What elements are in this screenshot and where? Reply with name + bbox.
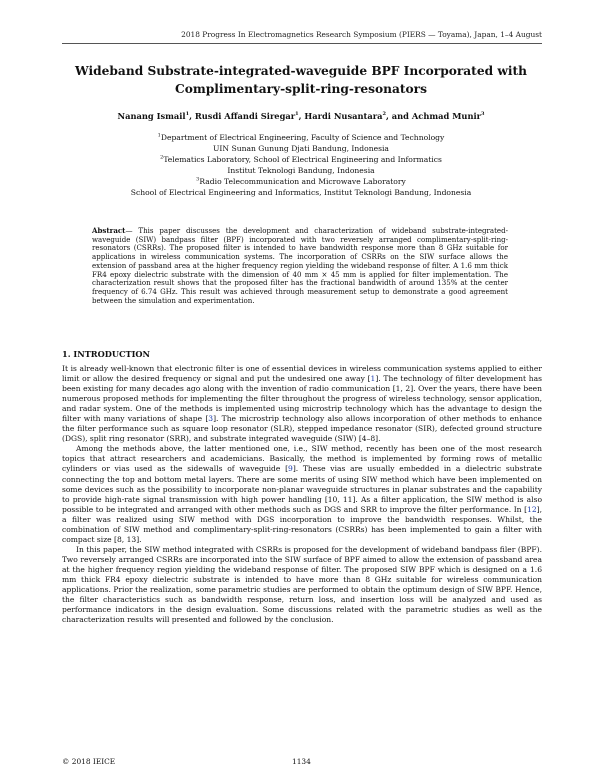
author-list: [60, 111, 542, 121]
abstract: [92, 227, 508, 305]
running-header: 2018 Progress In Electromagnetics Research Symposium (PIERS — Toyama), Japan, 1–4 August: [181, 30, 542, 39]
citation-link[interactable]: 12: [527, 504, 537, 514]
title-line-1: Wideband Substrate-integrated-waveguide BPF Incorporated with: [75, 64, 527, 78]
citation-link[interactable]: 9: [288, 464, 293, 474]
page-number: 1134: [292, 757, 311, 766]
title-line-2: Complimentary-split-ring-resonators: [175, 82, 427, 96]
author-separator: , and: [385, 111, 412, 121]
paragraph: In this paper, the SIW method integrated with CSRRs is proposed for the development of wideband bandpass filer (BPF). Two reversely arranged CSRRs are incorporated into the SIW surface of BPF aimed to allow the extension of passband area at the higher frequency region yielding the wideband response of filter. The proposed SIW BPF which is designed on a 1.6 mm thick FR4 epoxy dielectric substrate is intended to have more than 8 GHz suitable for wireless communication applications. Prior the realization, some parametric studies are performed to obtain the optimum design of SIW BPF. Hence, the filter characteristics such as bandwidth response, return loss, and insertion loss will be analyzed and used as performance indicators in the design evaluation. Some discussions related with the parametric studies as well as the characterization results will presented and followed by the conclusion.: [62, 544, 542, 625]
affiliation-mark: 2: [160, 154, 164, 161]
copyright-notice: © 2018 IEICE: [62, 757, 116, 766]
author-affil-mark: 1: [295, 111, 299, 118]
author-affil-mark: 1: [185, 111, 190, 118]
abstract-text: — This paper discusses the development and characterization of wideband substrate-integrated-waveguide (SIW) bandpass filter (BPF) incorporated with two reversely arranged complimentary-split-ring-resonators (CSRRs). The proposed filter is intended to have bandwidth response more than 8 GHz suitable for applications in wireless communication systems. The incorporation of CSRRs on the SIW surface allows the extension of passband area at the higher frequency region yielding the wideband response of filter. A 1.6 mm thick FR4 epoxy dielectric substrate with the dimension of 40 mm × 45 mm is applied for filter implementation. The characterization result shows that the proposed filter has the fractional bandwidth of around 135% at the center frequency of 6.74 GHz. This result was achieved through measurement setup to demonstrate a good agreement between the simulation and experimentation.: [92, 226, 508, 305]
affiliation-mark: 3: [196, 176, 200, 183]
paper-title: [60, 62, 542, 98]
affiliation-line: $^1$Department of Electrical Engineering, Faculty of Science and Technology: [157, 132, 445, 142]
author-name: Rusdi Affandi Siregar: [194, 111, 296, 121]
author-name: Achmad Munir: [411, 111, 482, 121]
author-affil-mark: 3: [481, 111, 485, 118]
author-affil-mark: 2: [382, 111, 386, 118]
affiliation-line: $^2$Telematics Laboratory, School of Electrical Engineering and Informatics: [160, 154, 442, 164]
author-name: Hardi Nusantara: [304, 111, 383, 121]
affiliation-mark: 1: [157, 132, 161, 139]
affiliation-line: UIN Sunan Gunung Djati Bandung, Indonesia: [213, 144, 389, 153]
affiliation-line: School of Electrical Engineering and Informatics, Institut Teknologi Bandung, Indonesia: [130, 188, 472, 197]
affiliation-line: Institut Teknologi Bandung, Indonesia: [227, 166, 375, 175]
header-rule: [62, 43, 542, 44]
citation-link[interactable]: 1: [370, 374, 376, 384]
body-text: [62, 364, 542, 625]
section-heading: 1. INTRODUCTION: [62, 349, 151, 359]
abstract-label: Abstract: [92, 226, 126, 235]
citation-link[interactable]: 3: [208, 414, 214, 424]
paragraph: Among the methods above, the latter mentioned one, i.e., SIW method, recently has been one of the most research topics that attract researchers and academicians. Basically, the method is implemented by forming rows of metallic cylinders or vias used as the sidewalls of waveguide [9]. These vias are usually embedded in a dielectric substrate connecting the top and bottom metal layers. There are some merits of using SIW method which have been implemented on some devices such as the possibility to incorporate non-planar waveguide structures in planar substrates and the capability to provide high-rate signal transmission with high power handling [10, 11]. As a filter application, the SIW method is also possible to be integrated and arranged with other methods such as DGS and SRR to improve the filter performance. In [12], a filter was realized using SIW method with DGS incorporation to improve the bandwidth responses. Whilst, the combination of SIW method and complimentary-split-ring-resonators (CSRRs) has been implemented to gain a filter with compact size [8, 13].: [62, 444, 542, 544]
paragraph: It is already well-known that electronic filter is one of essential devices in wireless communication systems applied to either limit or allow the desired frequency or signal and put the undesired one away [1]. The technology of filter development has been existing for many decades ago along with the invention of radio communication [1, 2]. Over the years, there have been numerous proposed methods for implementing the filter throughout the progress of wireless technology, sensor application, and radar system. One of the methods is implemented using microstrip technology which has the advantage to design the filter with many variations of shape [3]. The microstrip technology also allows incorporation of other methods to enhance the filter performance such as square loop resonator (SLR), stepped impedance resonator (SIR), defected ground structure (DGS), split ring resonator (SRR), and substrate integrated waveguide (SIW) [4–8].: [62, 364, 542, 444]
author-separator: ,: [298, 111, 305, 121]
author-name: Nanang Ismail: [117, 111, 186, 121]
affiliations: [60, 132, 542, 198]
author-separator: ,: [189, 111, 195, 121]
affiliation-line: $^3$Radio Telecommunication and Microwave Laboratory: [196, 176, 406, 186]
